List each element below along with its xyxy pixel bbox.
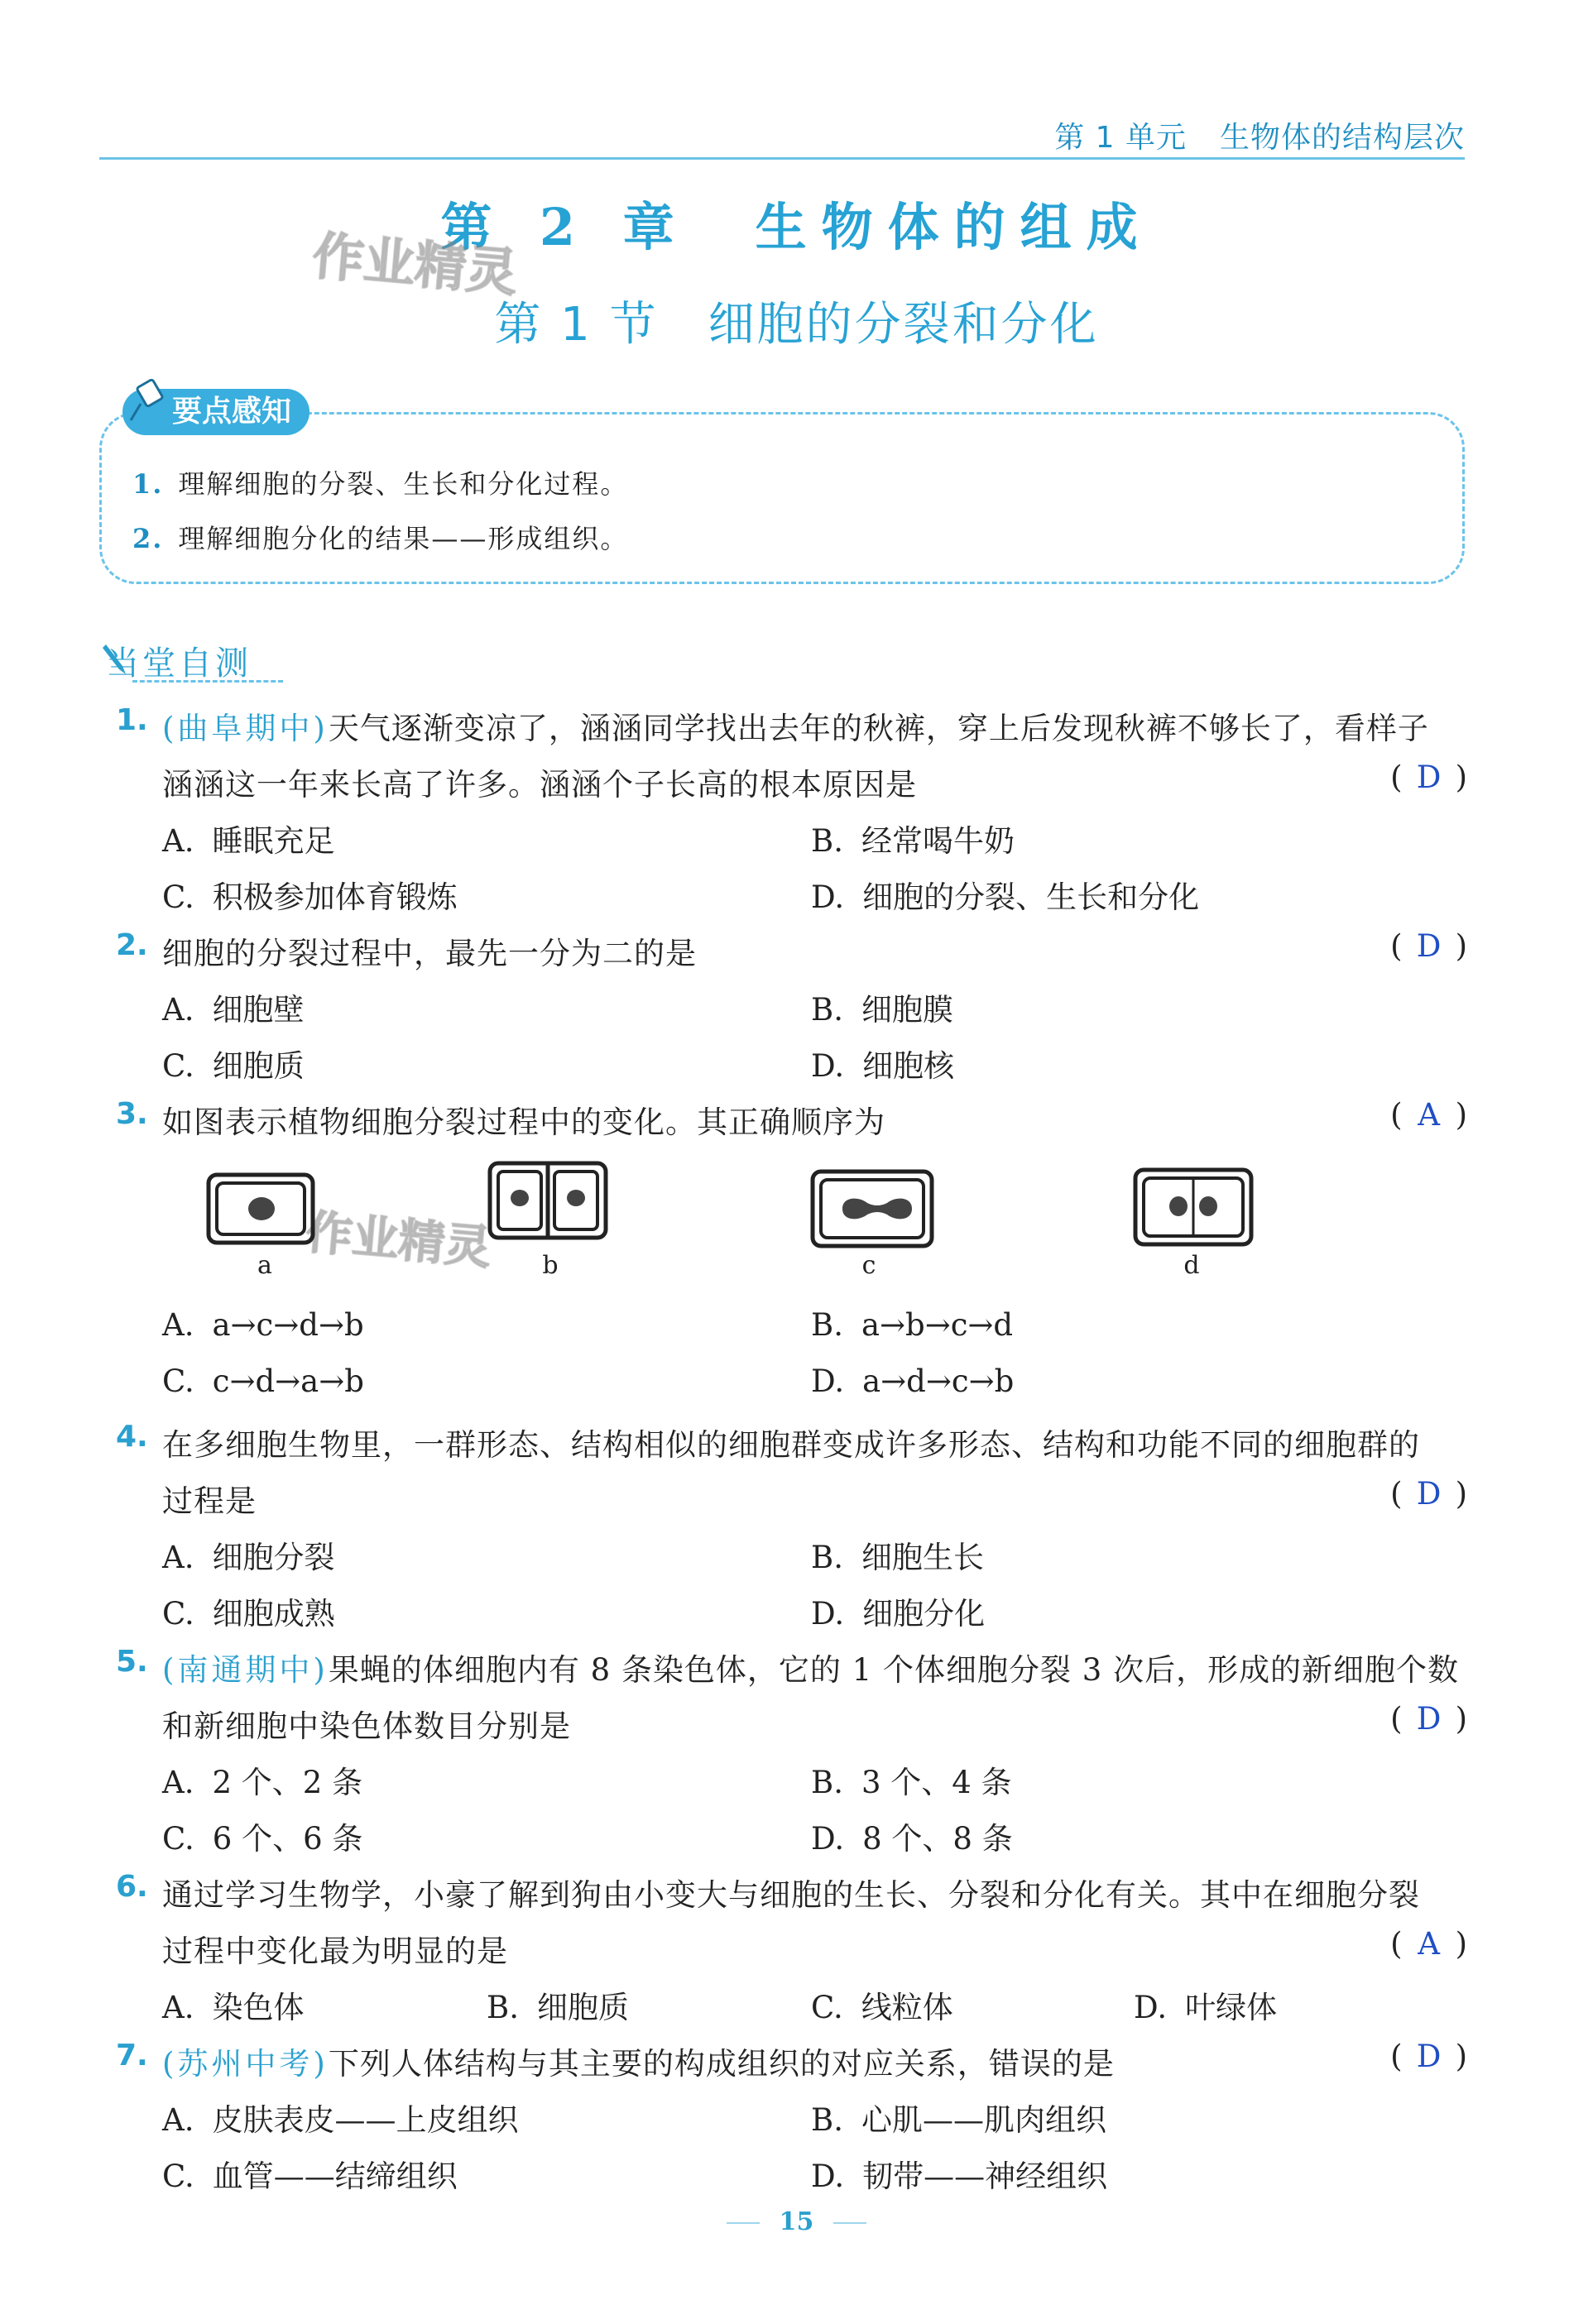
- option: C. 积极参加体育锻炼: [162, 879, 458, 915]
- key-point-item: 1. 理解细胞的分裂、生长和分化过程。: [132, 468, 629, 500]
- answer-value: A: [1418, 1926, 1440, 1962]
- cell-figure-c: [808, 1165, 940, 1256]
- question-number: 2.: [116, 928, 148, 962]
- option: B. 经常喝牛奶: [811, 823, 1015, 859]
- question-text: 在多细胞生物里，一群形态、结构相似的细胞群变成许多形态、结构和功能不同的细胞群的: [162, 1427, 1420, 1463]
- option: C. 血管——结缔组织: [162, 2159, 458, 2194]
- watermark: 作业精灵: [304, 1205, 494, 1276]
- figure-label: b: [542, 1251, 559, 1280]
- figure-label: c: [861, 1251, 876, 1280]
- section-name: 细胞的分裂和分化: [708, 298, 1099, 352]
- cell-figure-a: [204, 1167, 319, 1253]
- question-text: 过程中变化最为明显的是: [162, 1933, 508, 1969]
- answer-value: D: [1416, 1476, 1442, 1512]
- unit-header: [1054, 114, 1465, 156]
- option: A. 皮肤表皮——上皮组织: [162, 2102, 519, 2138]
- answer-bracket: ( D ): [1390, 928, 1467, 964]
- key-point-item: 2. 理解细胞分化的结果——形成组织。: [132, 523, 629, 554]
- question-text: 和新细胞中染色体数目分别是: [162, 1708, 571, 1744]
- figure-label: d: [1183, 1251, 1200, 1280]
- question-text: 涵涵这一年来长高了许多。涵涵个子长高的根本原因是: [162, 767, 917, 803]
- question-text: 细胞的分裂过程中，最先一分为二的是: [162, 936, 697, 971]
- option: B. 细胞膜: [811, 992, 953, 1028]
- question-text: 通过学习生物学，小豪了解到狗由小变大与细胞的生长、分裂和分化有关。其中在细胞分裂: [162, 1877, 1420, 1913]
- question-source: (曲阜期中): [162, 711, 329, 746]
- unit-label: 第 1 单元: [1054, 121, 1187, 155]
- option: C. 细胞成熟: [162, 1596, 335, 1632]
- self-test-title: 当堂自测: [106, 644, 252, 683]
- answer-value: D: [1416, 928, 1442, 964]
- question-number: 5.: [116, 1645, 148, 1679]
- option: C. 6 个、6 条: [162, 1821, 363, 1857]
- option: D. 韧带——神经组织: [811, 2159, 1108, 2194]
- option: B. 心肌——肌肉组织: [811, 2102, 1106, 2138]
- option: B. a→b→c→d: [811, 1307, 1014, 1343]
- question-number: 4.: [116, 1420, 148, 1454]
- option: A. 睡眠充足: [162, 823, 335, 859]
- watermark: 作业精灵: [309, 225, 521, 304]
- answer-value: D: [1416, 759, 1442, 795]
- option: A. a→c→d→b: [162, 1307, 364, 1343]
- option: B. 细胞生长: [811, 1540, 984, 1575]
- question-text: (南通期中)果蝇的体细胞内有 8 条染色体，它的 1 个体细胞分裂 3 次后，形成的新细胞个数: [162, 1652, 1460, 1688]
- answer-value: D: [1416, 1701, 1442, 1737]
- answer-bracket: ( D ): [1390, 759, 1467, 795]
- question-text: 过程是: [162, 1483, 257, 1519]
- option: A. 2 个、2 条: [162, 1765, 363, 1800]
- self-test-underline: [132, 680, 283, 683]
- question-number: 1.: [116, 703, 148, 737]
- question-source: (南通期中): [162, 1652, 329, 1688]
- pushpin-icon: [126, 379, 172, 425]
- answer-value: A: [1418, 1097, 1440, 1133]
- option: D. 叶绿体: [1134, 1990, 1278, 2025]
- cell-figure-b: [485, 1157, 614, 1249]
- question-number: 6.: [116, 1870, 148, 1904]
- option: A. 染色体: [162, 1990, 305, 2025]
- answer-bracket: ( D ): [1390, 1476, 1467, 1512]
- option: D. 细胞核: [811, 1048, 955, 1084]
- question-number: 3.: [116, 1097, 148, 1131]
- cell-figure-d: [1130, 1163, 1260, 1254]
- header-rule: [99, 157, 1465, 160]
- answer-bracket: ( A ): [1390, 1097, 1467, 1133]
- option: C. 线粒体: [811, 1990, 953, 2025]
- question-number: 7.: [116, 2039, 148, 2072]
- page-number: 15: [0, 2207, 1593, 2236]
- option: D. 8 个、8 条: [811, 1821, 1013, 1857]
- question-text: (曲阜期中)天气逐渐变凉了，涵涵同学找出去年的秋裤，穿上后发现秋裤不够长了，看样子: [162, 711, 1429, 746]
- option: A. 细胞壁: [162, 992, 305, 1028]
- unit-title: 生物体的结构层次: [1219, 121, 1465, 155]
- option: D. 细胞分化: [811, 1596, 986, 1632]
- section-number: 第 1 节: [494, 298, 659, 352]
- option: B. 3 个、4 条: [811, 1765, 1012, 1800]
- answer-bracket: ( D ): [1390, 2039, 1467, 2074]
- option: A. 细胞分裂: [162, 1540, 335, 1575]
- key-points-badge: 要点感知: [122, 389, 309, 435]
- figure-label: a: [257, 1251, 272, 1280]
- question-text: (苏州中考)下列人体结构与其主要的构成组织的对应关系，错误的是: [162, 2046, 1115, 2082]
- answer-value: D: [1416, 2039, 1442, 2074]
- option: D. a→d→c→b: [811, 1363, 1015, 1399]
- option: D. 细胞的分裂、生长和分化: [811, 879, 1200, 915]
- option: C. c→d→a→b: [162, 1363, 364, 1399]
- question-source: (苏州中考): [162, 2046, 329, 2082]
- option: C. 细胞质: [162, 1048, 305, 1084]
- answer-bracket: ( A ): [1390, 1926, 1467, 1962]
- option: B. 细胞质: [487, 1990, 629, 2025]
- chapter-title: 第 2 章 生物体的组成: [440, 197, 1153, 257]
- section-title: [0, 288, 1593, 354]
- question-text: 如图表示植物细胞分裂过程中的变化。其正确顺序为: [162, 1104, 885, 1140]
- answer-bracket: ( D ): [1390, 1701, 1467, 1737]
